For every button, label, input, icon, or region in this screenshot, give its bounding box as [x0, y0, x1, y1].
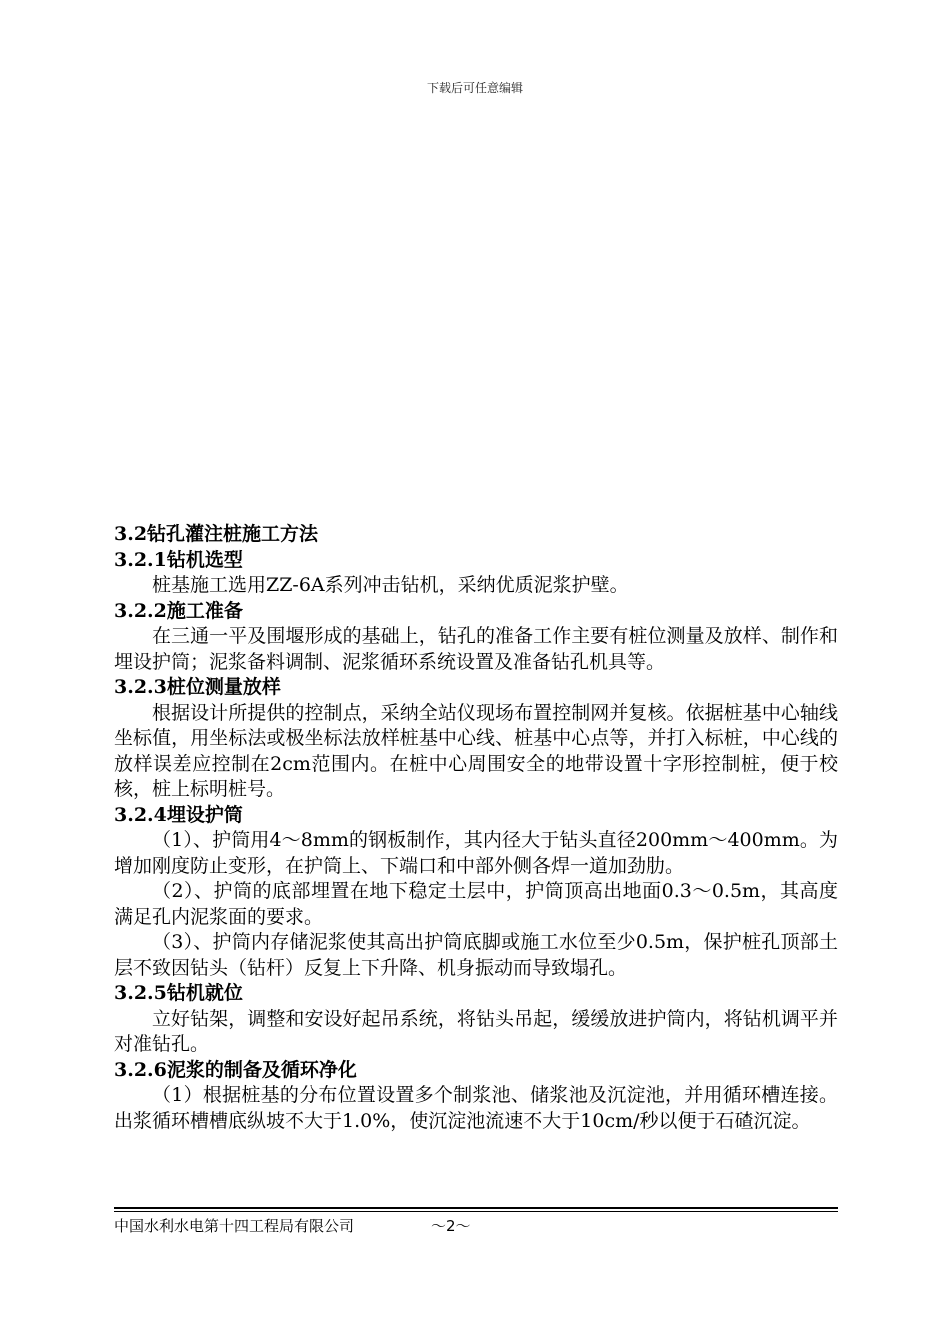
paragraph: （1）、护筒用4～8mm的钢板制作，其内径大于钻头直径200mm～400mm。为增加刚度防止变形，在护筒上、下端口和中部外侧各焊一道加劲肋。	[114, 829, 838, 877]
paragraph: 桩基施工选用ZZ-6A系列冲击钻机，采纳优质泥浆护壁。	[152, 574, 629, 596]
footer-page-number: ～2～	[431, 1217, 471, 1235]
page-header-note: 下载后可任意编辑	[426, 81, 523, 95]
document-body	[114, 522, 838, 1134]
footer-divider-thick	[114, 1207, 838, 1209]
subsection-title-preparation: 3.2.2施工准备	[114, 599, 243, 622]
paragraph: 立好钻架，调整和安设好起吊系统，将钻头吊起，缓缓放进护筒内，将钻机调平并对准钻孔。	[114, 1007, 838, 1055]
subsection-title-slurry: 3.2.6泥浆的制备及循环净化	[114, 1058, 357, 1081]
footer-divider-thin	[114, 1211, 838, 1212]
subsection-title-drill-positioning: 3.2.5钻机就位	[114, 982, 243, 1004]
subsection-title-drill-selection: 3.2.1钻机选型	[114, 548, 243, 571]
paragraph: （3）、护筒内存储泥浆使其高出护筒底脚或施工水位至少0.5m，保护桩孔顶部土层不致因钻头（钻杆）反复上下升降、机身振动而导致塌孔。	[114, 931, 838, 979]
paragraph: （1）根据桩基的分布位置设置多个制浆池、储浆池及沉淀池，并用循环槽连接。出浆循环槽槽底纵坡不大于1.0%，使沉淀池流速不大于10cm/秒以便于石碴沉淀。	[114, 1084, 838, 1132]
paragraph: （2）、护筒的底部埋置在地下稳定土层中，护筒顶高出地面0.3～0.5m，其高度满足孔内泥浆面的要求。	[114, 880, 838, 928]
footer-company: 中国水利水电第十四工程局有限公司	[114, 1217, 355, 1235]
paragraph: 在三通一平及围堰形成的基础上，钻孔的准备工作主要有桩位测量及放样、制作和埋设护筒；泥浆备料调制、泥浆循环系统设置及准备钻孔机具等。	[114, 625, 838, 673]
subsection-title-casing: 3.2.4埋设护筒	[114, 803, 243, 826]
paragraph: 根据设计所提供的控制点，采纳全站仪现场布置控制网并复核。依据桩基中心轴线坐标值，用坐标法或极坐标法放样桩基中心线、桩基中心点等，并打入标桩，中心线的放样误差应控制在2cm范围内。在桩中心周围安全的地带设置十字形控制桩，便于校核，桩上标明桩号。	[114, 701, 838, 800]
section-title: 3.2钻孔灌注桩施工方法	[114, 523, 319, 545]
subsection-title-pile-survey: 3.2.3桩位测量放样	[114, 676, 281, 698]
